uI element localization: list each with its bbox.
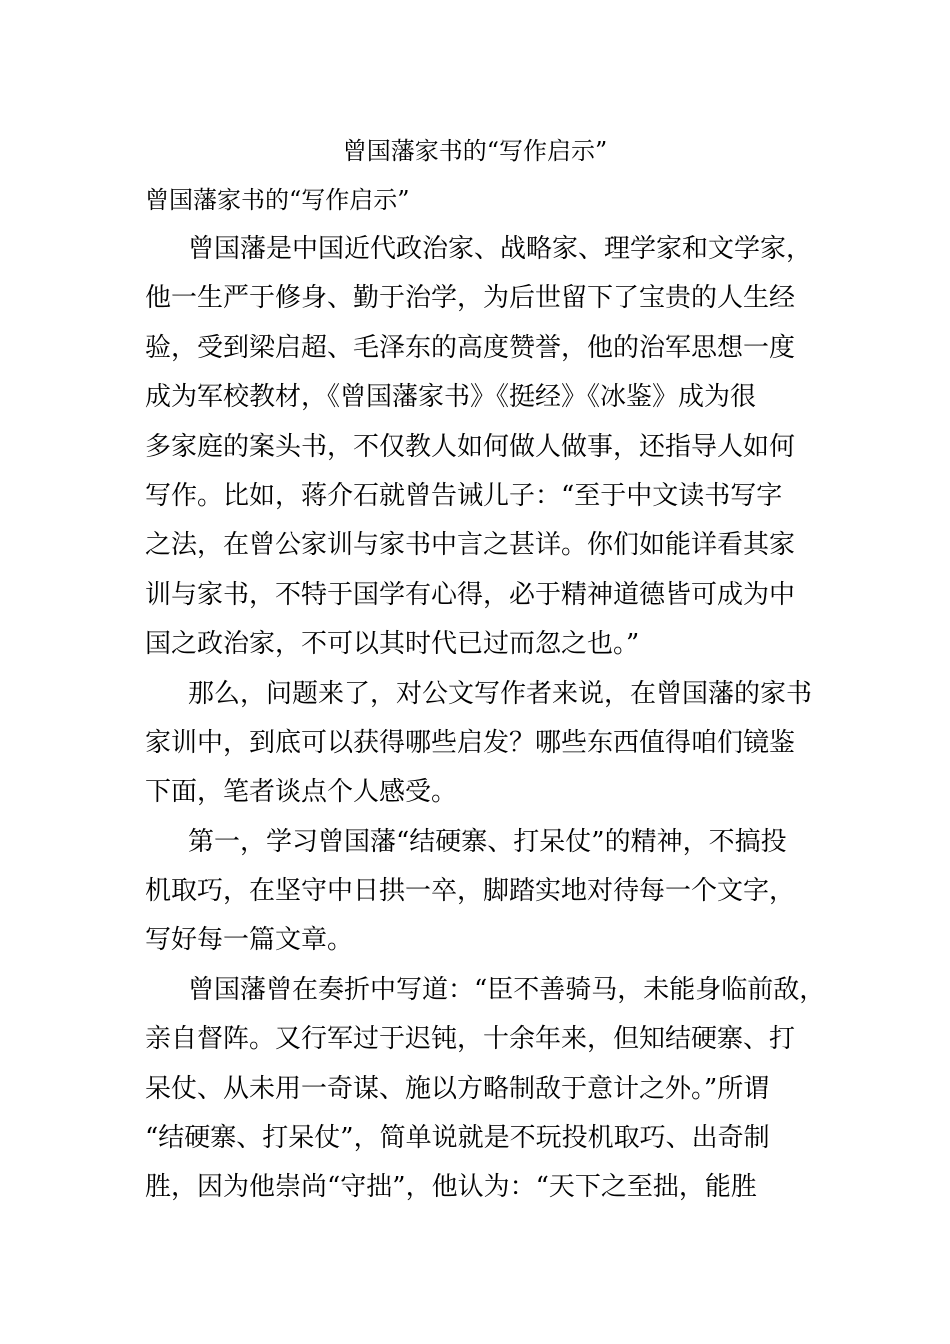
paragraph-line: 之法，在曾公家训与家书中言之甚详。你们如能详看其家 xyxy=(145,530,796,561)
paragraph-line: 呆仗、从未用一奇谋、施以方略制敌于意计之外。”所谓 xyxy=(145,1073,770,1104)
paragraph-line: 曾国藩曾在奏折中写道：“臣不善骑马，未能身临前敌， xyxy=(188,974,826,1005)
paragraph-line: 验，受到梁启超、毛泽东的高度赞誉，他的治军思想一度 xyxy=(145,332,796,363)
paragraph-line: 那么，问题来了，对公文写作者来说，在曾国藩的家书 xyxy=(188,678,813,709)
paragraph-line: 亲自督阵。又行军过于迟钝，十余年来，但知结硬寨、打 xyxy=(145,1024,796,1055)
paragraph-line: 多家庭的案头书，不仅教人如何做人做事，还指导人如何 xyxy=(145,431,796,462)
paragraph-line: 下面，笔者谈点个人感受。 xyxy=(145,777,458,808)
paragraph-line: 训与家书，不特于国学有心得，必于精神道德皆可成为中 xyxy=(145,579,796,610)
paragraph-line: 第一，学习曾国藩“结硬寨、打呆仗”的精神，不搞投 xyxy=(188,826,787,857)
paragraph-line: 成为军校教材，《曾国藩家书》《挺经》《冰鉴》成为很 xyxy=(145,382,757,413)
paragraph-line: 写作。比如，蒋介石就曾告诫儿子：“至于中文读书写字 xyxy=(145,480,783,511)
paragraph-line: 机取巧，在坚守中日拱一卒，脚踏实地对待每一个文字， xyxy=(145,876,796,907)
paragraph-line: 胜，因为他崇尚“守拙”，他认为：“天下之至拙，能胜 xyxy=(145,1172,757,1203)
paragraph-line: “结硬寨、打呆仗”，简单说就是不玩投机取巧、出奇制 xyxy=(145,1123,770,1154)
paragraph-line: 他一生严于修身、勤于治学，为后世留下了宝贵的人生经 xyxy=(145,283,796,314)
article-body xyxy=(145,229,825,1217)
paragraph-line: 曾国藩是中国近代政治家、战略家、理学家和文学家， xyxy=(188,234,813,264)
page-title: 曾国藩家书的“写作启示” xyxy=(342,137,608,165)
paragraph-line: 写好每一篇文章。 xyxy=(145,925,354,956)
paragraph-line: 家训中，到底可以获得哪些启发？哪些东西值得咱们镜鉴 xyxy=(145,727,796,758)
paragraph-line: 国之政治家，不可以其时代已过而忽之也。” xyxy=(145,629,640,660)
article-subtitle: 曾国藩家书的“写作启示” xyxy=(145,186,410,214)
